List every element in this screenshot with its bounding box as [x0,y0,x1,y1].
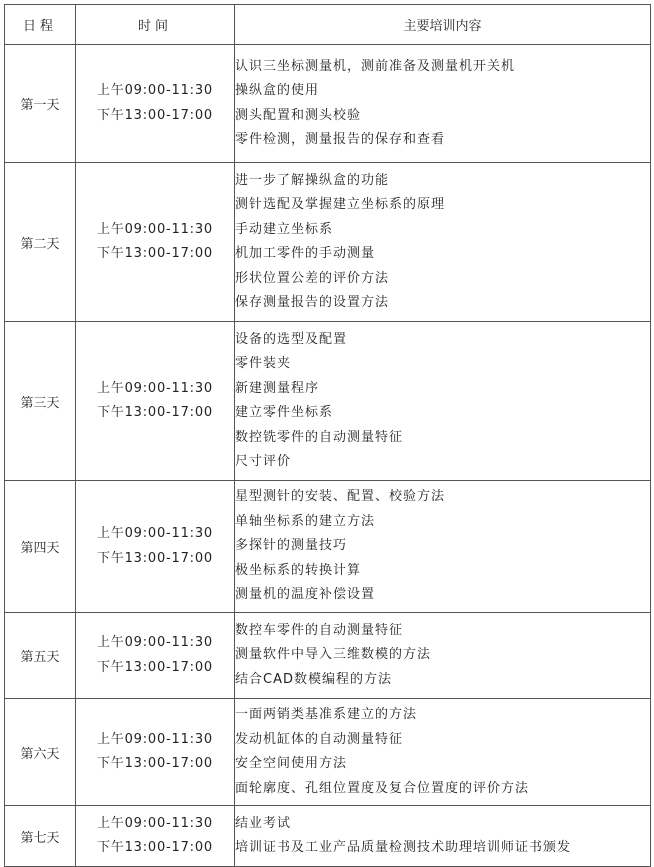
header-day: 日程 [5,5,76,45]
table-row [5,806,651,867]
content-item: 建立零件坐标系 [235,405,334,420]
time-cell [76,163,235,322]
content-item: 操纵盒的使用 [235,83,320,98]
content-item: 测量机的温度补偿设置 [235,587,376,603]
afternoon-time: 下午13:00-17:00 [96,405,214,420]
table-header-row [5,5,651,45]
content-item: 保存测量报告的设置方法 [235,295,390,310]
content-item: 培训证书及工业产品质量检测技术助理培训师证书颁发 [235,840,572,855]
content-item: 面轮廓度、孔组位置度及复合位置度的评价方法 [235,780,530,796]
content-item: 星型测针的安装、配置、校验方法 [235,489,446,505]
afternoon-time: 下午13:00-17:00 [96,756,214,771]
table-row [5,481,651,613]
content-item: 零件检测，测量报告的保存和查看 [235,132,446,147]
time-cell [76,45,235,163]
time-cell [76,613,235,699]
afternoon-time: 下午13:00-17:00 [96,550,214,566]
content-cell [235,45,651,163]
table-row [5,699,651,806]
day-cell: 第五天 [5,613,76,699]
morning-time: 上午09:00-11:30 [96,221,214,237]
morning-time: 上午09:00-11:30 [96,815,214,831]
content-item: 新建测量程序 [235,380,320,396]
day-cell: 第一天 [5,45,76,163]
afternoon-time: 下午13:00-17:00 [96,246,214,261]
table-row [5,163,651,322]
morning-time: 上午09:00-11:30 [96,526,214,541]
content-item: 结合CAD数模编程的方法 [235,671,392,687]
content-item: 进一步了解操纵盒的功能 [235,172,390,188]
header-content: 主要培训内容 [235,5,651,45]
day-cell: 第三天 [5,322,76,481]
training-schedule-table [4,4,651,867]
content-item: 尺寸评价 [235,454,292,469]
content-item: 一面两销类基准系建立的方法 [235,707,418,722]
content-cell [235,163,651,322]
content-cell [235,322,651,481]
time-cell [76,699,235,806]
afternoon-time: 下午13:00-17:00 [96,107,214,123]
afternoon-time: 下午13:00-17:00 [96,840,214,855]
header-time: 时间 [76,5,235,45]
content-cell [235,481,651,613]
morning-time: 上午09:00-11:30 [96,635,214,650]
morning-time: 上午09:00-11:30 [96,380,214,396]
time-cell [76,806,235,867]
day-cell: 第六天 [5,699,76,806]
day-cell: 第二天 [5,163,76,322]
content-item: 形状位置公差的评价方法 [235,270,390,286]
content-item: 零件装夹 [235,356,292,371]
morning-time: 上午09:00-11:30 [96,731,214,747]
content-item: 测针选配及掌握建立坐标系的原理 [235,197,446,212]
content-item: 认识三坐标测量机，测前准备及测量机开关机 [235,58,516,74]
content-item: 数控车零件的自动测量特征 [235,622,404,638]
time-cell [76,481,235,613]
content-item: 测头配置和测头校验 [235,107,362,123]
content-item: 结业考试 [235,815,292,831]
table-row [5,45,651,163]
content-item: 手动建立坐标系 [235,221,334,237]
day-cell: 第七天 [5,806,76,867]
content-item: 设备的选型及配置 [235,331,348,347]
content-item: 机加工零件的手动测量 [235,246,376,261]
content-item: 单轴坐标系的建立方法 [235,513,376,529]
content-item: 安全空间使用方法 [235,756,348,771]
table-row [5,322,651,481]
content-item: 多探针的测量技巧 [235,538,348,554]
afternoon-time: 下午13:00-17:00 [96,659,214,675]
content-cell [235,613,651,699]
content-cell [235,806,651,867]
day-cell: 第四天 [5,481,76,613]
content-cell [235,699,651,806]
content-item: 测量软件中导入三维数模的方法 [235,647,432,663]
morning-time: 上午09:00-11:30 [96,83,214,98]
time-cell [76,322,235,481]
content-item: 极坐标系的转换计算 [235,562,362,578]
content-item: 数控铣零件的自动测量特征 [235,429,404,445]
content-item: 发动机缸体的自动测量特征 [235,731,404,747]
table-row [5,613,651,699]
